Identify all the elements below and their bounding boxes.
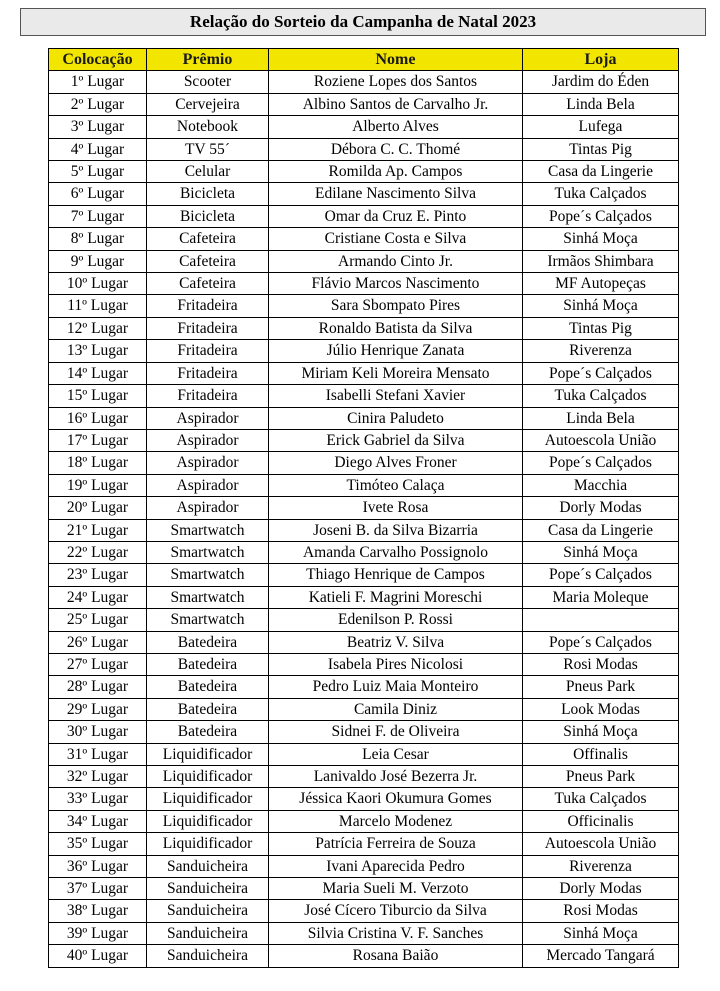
table-row	[49, 878, 679, 900]
premio-cell: Liquidificador	[147, 766, 269, 788]
colocacao-cell: 7º Lugar	[49, 205, 147, 227]
table-row	[49, 362, 679, 384]
table-row	[49, 721, 679, 743]
table-row	[49, 205, 679, 227]
premio-cell: Sanduicheira	[147, 922, 269, 944]
table-row	[49, 474, 679, 496]
loja-cell: Pneus Park	[523, 676, 679, 698]
table-row	[49, 340, 679, 362]
colocacao-cell: 34º Lugar	[49, 810, 147, 832]
premio-cell: Bicicleta	[147, 205, 269, 227]
loja-cell: Offinalis	[523, 743, 679, 765]
colocacao-cell: 10º Lugar	[49, 273, 147, 295]
nome-cell: Rosana Baião	[269, 945, 523, 967]
colocacao-cell: 3º Lugar	[49, 116, 147, 138]
table-row	[49, 900, 679, 922]
table-row	[49, 429, 679, 451]
loja-cell: Macchia	[523, 474, 679, 496]
nome-cell: Cristiane Costa e Silva	[269, 228, 523, 250]
loja-cell: Sinhá Moça	[523, 721, 679, 743]
loja-cell: Sinhá Moça	[523, 295, 679, 317]
premio-cell: Aspirador	[147, 429, 269, 451]
loja-cell: Dorly Modas	[523, 497, 679, 519]
premio-cell: Liquidificador	[147, 833, 269, 855]
table-row	[49, 93, 679, 115]
colocacao-cell: 8º Lugar	[49, 228, 147, 250]
premio-cell: Aspirador	[147, 497, 269, 519]
loja-cell: Autoescola União	[523, 429, 679, 451]
table-row	[49, 295, 679, 317]
table-row	[49, 183, 679, 205]
premio-cell: Smartwatch	[147, 519, 269, 541]
loja-cell: Mercado Tangará	[523, 945, 679, 967]
nome-cell: Albino Santos de Carvalho Jr.	[269, 93, 523, 115]
loja-cell: Riverenza	[523, 855, 679, 877]
loja-cell: Pope´s Calçados	[523, 205, 679, 227]
colocacao-cell: 25º Lugar	[49, 609, 147, 631]
nome-cell: Camila Diniz	[269, 698, 523, 720]
nome-cell: Sidnei F. de Oliveira	[269, 721, 523, 743]
premio-cell: Sanduicheira	[147, 945, 269, 967]
table-row	[49, 698, 679, 720]
table-row	[49, 250, 679, 272]
premio-cell: Batedeira	[147, 721, 269, 743]
nome-cell: Thiago Henrique de Campos	[269, 564, 523, 586]
table-row	[49, 317, 679, 339]
colocacao-cell: 35º Lugar	[49, 833, 147, 855]
premio-cell: TV 55´	[147, 138, 269, 160]
nome-cell: Silvia Cristina V. F. Sanches	[269, 922, 523, 944]
nome-cell: Ivete Rosa	[269, 497, 523, 519]
colocacao-cell: 4º Lugar	[49, 138, 147, 160]
colocacao-cell: 9º Lugar	[49, 250, 147, 272]
colocacao-cell: 38º Lugar	[49, 900, 147, 922]
table-row	[49, 519, 679, 541]
premio-cell: Smartwatch	[147, 541, 269, 563]
table-row	[49, 497, 679, 519]
loja-cell: Rosi Modas	[523, 653, 679, 675]
nome-cell: Erick Gabriel da Silva	[269, 429, 523, 451]
colocacao-cell: 16º Lugar	[49, 407, 147, 429]
table-row	[49, 452, 679, 474]
premio-cell: Fritadeira	[147, 385, 269, 407]
premio-cell: Batedeira	[147, 653, 269, 675]
colocacao-cell: 19º Lugar	[49, 474, 147, 496]
nome-cell: Isabelli Stefani Xavier	[269, 385, 523, 407]
table-row	[49, 766, 679, 788]
loja-cell: Pneus Park	[523, 766, 679, 788]
table-row	[49, 676, 679, 698]
table-row	[49, 138, 679, 160]
colocacao-cell: 11º Lugar	[49, 295, 147, 317]
nome-cell: Ivani Aparecida Pedro	[269, 855, 523, 877]
document-title-text: Relação do Sorteio da Campanha de Natal 2023	[189, 12, 537, 31]
nome-cell: Leia Cesar	[269, 743, 523, 765]
table-row	[49, 586, 679, 608]
colocacao-cell: 17º Lugar	[49, 429, 147, 451]
colocacao-cell: 23º Lugar	[49, 564, 147, 586]
premio-cell: Sanduicheira	[147, 900, 269, 922]
table-row	[49, 228, 679, 250]
colocacao-cell: 13º Lugar	[49, 340, 147, 362]
loja-cell: Tuka Calçados	[523, 183, 679, 205]
nome-cell: Pedro Luiz Maia Monteiro	[269, 676, 523, 698]
nome-cell: Joseni B. da Silva Bizarria	[269, 519, 523, 541]
loja-cell: Tuka Calçados	[523, 385, 679, 407]
colocacao-cell: 39º Lugar	[49, 922, 147, 944]
table-body	[49, 71, 679, 967]
colocacao-cell: 18º Lugar	[49, 452, 147, 474]
loja-cell: Casa da Lingerie	[523, 161, 679, 183]
table-row	[49, 116, 679, 138]
loja-cell: Linda Bela	[523, 93, 679, 115]
loja-cell: Sinhá Moça	[523, 541, 679, 563]
premio-cell: Sanduicheira	[147, 878, 269, 900]
nome-cell: Edilane Nascimento Silva	[269, 183, 523, 205]
table-row	[49, 407, 679, 429]
table-row	[49, 945, 679, 967]
premio-cell: Liquidificador	[147, 810, 269, 832]
colocacao-cell: 29º Lugar	[49, 698, 147, 720]
premio-cell: Fritadeira	[147, 317, 269, 339]
table-row	[49, 631, 679, 653]
table-row	[49, 541, 679, 563]
loja-cell: Sinhá Moça	[523, 922, 679, 944]
premio-cell: Notebook	[147, 116, 269, 138]
colocacao-cell: 33º Lugar	[49, 788, 147, 810]
premio-cell: Fritadeira	[147, 340, 269, 362]
nome-cell: Patrícia Ferreira de Souza	[269, 833, 523, 855]
nome-cell: Amanda Carvalho Possignolo	[269, 541, 523, 563]
loja-cell: Tintas Pig	[523, 317, 679, 339]
header-colocacao: Colocação	[49, 49, 147, 71]
table-row	[49, 161, 679, 183]
colocacao-cell: 26º Lugar	[49, 631, 147, 653]
header-premio: Prêmio	[147, 49, 269, 71]
colocacao-cell: 28º Lugar	[49, 676, 147, 698]
loja-cell: Tintas Pig	[523, 138, 679, 160]
nome-cell: Sara Sbompato Pires	[269, 295, 523, 317]
nome-cell: Katieli F. Magrini Moreschi	[269, 586, 523, 608]
nome-cell: Maria Sueli M. Verzoto	[269, 878, 523, 900]
colocacao-cell: 27º Lugar	[49, 653, 147, 675]
loja-cell: Pope´s Calçados	[523, 631, 679, 653]
results-table	[48, 48, 679, 968]
colocacao-cell: 30º Lugar	[49, 721, 147, 743]
table-row	[49, 564, 679, 586]
colocacao-cell: 20º Lugar	[49, 497, 147, 519]
loja-cell: MF Autopeças	[523, 273, 679, 295]
colocacao-cell: 31º Lugar	[49, 743, 147, 765]
loja-cell: Look Modas	[523, 698, 679, 720]
table-row	[49, 609, 679, 631]
loja-cell: Pope´s Calçados	[523, 362, 679, 384]
colocacao-cell: 6º Lugar	[49, 183, 147, 205]
nome-cell: Ronaldo Batista da Silva	[269, 317, 523, 339]
nome-cell: Flávio Marcos Nascimento	[269, 273, 523, 295]
nome-cell: Romilda Ap. Campos	[269, 161, 523, 183]
loja-cell: Pope´s Calçados	[523, 452, 679, 474]
nome-cell: Alberto Alves	[269, 116, 523, 138]
colocacao-cell: 32º Lugar	[49, 766, 147, 788]
premio-cell: Celular	[147, 161, 269, 183]
nome-cell: Timóteo Calaça	[269, 474, 523, 496]
premio-cell: Smartwatch	[147, 609, 269, 631]
loja-cell: Dorly Modas	[523, 878, 679, 900]
premio-cell: Batedeira	[147, 698, 269, 720]
table-row	[49, 71, 679, 93]
table-row	[49, 855, 679, 877]
colocacao-cell: 37º Lugar	[49, 878, 147, 900]
colocacao-cell: 2º Lugar	[49, 93, 147, 115]
premio-cell: Cafeteira	[147, 228, 269, 250]
colocacao-cell: 22º Lugar	[49, 541, 147, 563]
loja-cell: Pope´s Calçados	[523, 564, 679, 586]
premio-cell: Aspirador	[147, 452, 269, 474]
loja-cell: Autoescola União	[523, 833, 679, 855]
loja-cell	[523, 609, 679, 631]
loja-cell: Maria Moleque	[523, 586, 679, 608]
loja-cell: Jardim do Éden	[523, 71, 679, 93]
nome-cell: José Cícero Tiburcio da Silva	[269, 900, 523, 922]
premio-cell: Fritadeira	[147, 295, 269, 317]
loja-cell: Officinalis	[523, 810, 679, 832]
table-row	[49, 653, 679, 675]
loja-cell: Tuka Calçados	[523, 788, 679, 810]
loja-cell: Casa da Lingerie	[523, 519, 679, 541]
premio-cell: Bicicleta	[147, 183, 269, 205]
premio-cell: Aspirador	[147, 474, 269, 496]
nome-cell: Júlio Henrique Zanata	[269, 340, 523, 362]
premio-cell: Liquidificador	[147, 788, 269, 810]
header-row	[49, 49, 679, 71]
nome-cell: Marcelo Modenez	[269, 810, 523, 832]
table-row	[49, 788, 679, 810]
nome-cell: Isabela Pires Nicolosi	[269, 653, 523, 675]
nome-cell: Cinira Paludeto	[269, 407, 523, 429]
header-nome: Nome	[269, 49, 523, 71]
nome-cell: Omar da Cruz E. Pinto	[269, 205, 523, 227]
premio-cell: Cervejeira	[147, 93, 269, 115]
document-title	[20, 8, 706, 36]
colocacao-cell: 21º Lugar	[49, 519, 147, 541]
loja-cell: Riverenza	[523, 340, 679, 362]
premio-cell: Batedeira	[147, 631, 269, 653]
nome-cell: Jéssica Kaori Okumura Gomes	[269, 788, 523, 810]
loja-cell: Rosi Modas	[523, 900, 679, 922]
colocacao-cell: 14º Lugar	[49, 362, 147, 384]
colocacao-cell: 24º Lugar	[49, 586, 147, 608]
nome-cell: Débora C. C. Thomé	[269, 138, 523, 160]
premio-cell: Fritadeira	[147, 362, 269, 384]
table-row	[49, 810, 679, 832]
loja-cell: Lufega	[523, 116, 679, 138]
table-row	[49, 385, 679, 407]
premio-cell: Smartwatch	[147, 564, 269, 586]
premio-cell: Batedeira	[147, 676, 269, 698]
colocacao-cell: 1º Lugar	[49, 71, 147, 93]
colocacao-cell: 40º Lugar	[49, 945, 147, 967]
nome-cell: Lanivaldo José Bezerra Jr.	[269, 766, 523, 788]
premio-cell: Aspirador	[147, 407, 269, 429]
table-row	[49, 743, 679, 765]
premio-cell: Sanduicheira	[147, 855, 269, 877]
premio-cell: Cafeteira	[147, 273, 269, 295]
nome-cell: Armando Cinto Jr.	[269, 250, 523, 272]
colocacao-cell: 5º Lugar	[49, 161, 147, 183]
nome-cell: Miriam Keli Moreira Mensato	[269, 362, 523, 384]
colocacao-cell: 15º Lugar	[49, 385, 147, 407]
table-row	[49, 833, 679, 855]
nome-cell: Edenilson P. Rossi	[269, 609, 523, 631]
colocacao-cell: 12º Lugar	[49, 317, 147, 339]
table-row	[49, 273, 679, 295]
premio-cell: Cafeteira	[147, 250, 269, 272]
premio-cell: Scooter	[147, 71, 269, 93]
table-row	[49, 922, 679, 944]
loja-cell: Irmãos Shimbara	[523, 250, 679, 272]
nome-cell: Diego Alves Froner	[269, 452, 523, 474]
colocacao-cell: 36º Lugar	[49, 855, 147, 877]
loja-cell: Linda Bela	[523, 407, 679, 429]
premio-cell: Liquidificador	[147, 743, 269, 765]
nome-cell: Roziene Lopes dos Santos	[269, 71, 523, 93]
header-loja: Loja	[523, 49, 679, 71]
loja-cell: Sinhá Moça	[523, 228, 679, 250]
premio-cell: Smartwatch	[147, 586, 269, 608]
nome-cell: Beatriz V. Silva	[269, 631, 523, 653]
